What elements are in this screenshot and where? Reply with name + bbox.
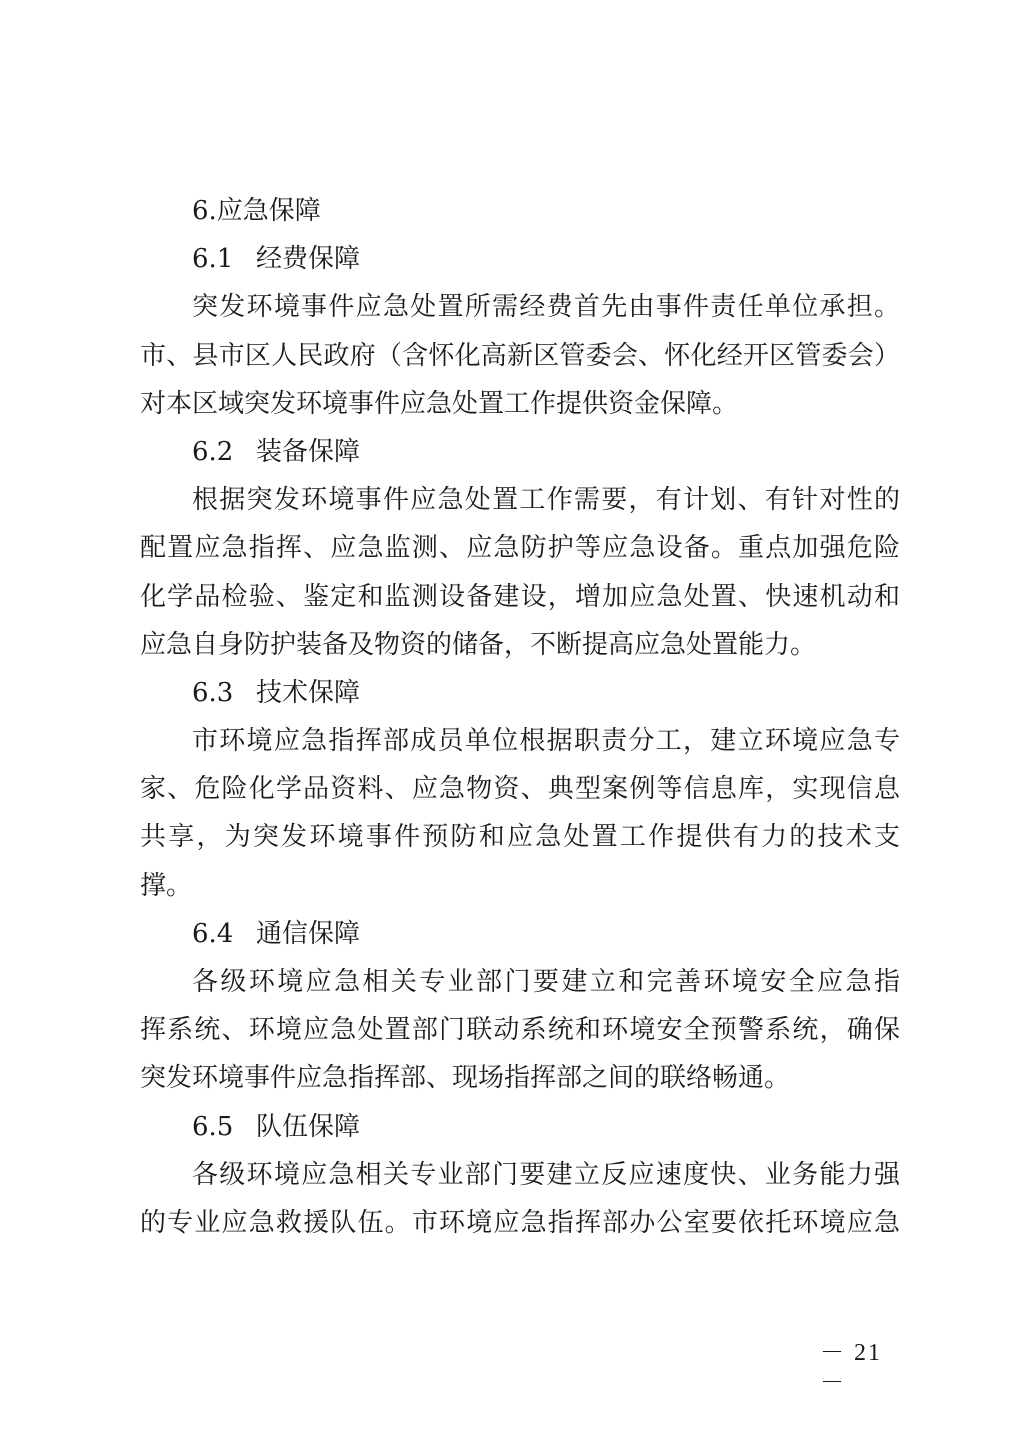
paragraph-line: 对本区域突发环境事件应急处置工作提供资金保障。 <box>140 388 739 419</box>
paragraph-line: 各级环境应急相关专业部门要建立和完善环境安全应急指 <box>192 967 900 997</box>
subsection-number: 6.4 <box>192 918 234 949</box>
subsection-title: 装备保障 <box>256 436 361 467</box>
paragraph-line: 各级环境应急相关专业部门要建立反应速度快、业务能力强 <box>192 1159 900 1190</box>
subsection-title: 通信保障 <box>256 918 361 949</box>
paragraph-line: 应急自身防护装备及物资的储备，不断提高应急处置能力。 <box>140 629 817 660</box>
paragraph-line: 市、县市区人民政府（含怀化高新区管委会、怀化经开区管委会） <box>140 340 900 371</box>
paragraph-line: 挥系统、环境应急处置部门联动系统和环境安全预警系统，确保 <box>140 1015 900 1046</box>
paragraph-line: 市环境应急指挥部成员单位根据职责分工，建立环境应急专 <box>192 726 900 757</box>
paragraph-line: 家、危险化学品资料、应急物资、典型案例等信息库，实现信息 <box>140 774 900 805</box>
page-number: － 21 － <box>820 1340 882 1396</box>
subsection-heading-6-4 <box>140 910 900 958</box>
subsection-title: 队伍保障 <box>256 1111 361 1142</box>
subsection-number: 6.2 <box>192 436 234 467</box>
paragraph-line: 共享，为突发环境事件预防和应急处置工作提供有力的技术支 <box>140 822 900 853</box>
subsection-heading-6-3 <box>140 669 900 717</box>
paragraph-line: 根据突发环境事件应急处置工作需要，有计划、有针对性的 <box>192 485 900 516</box>
subsection-heading-6-2 <box>140 428 900 476</box>
section-title: 6.应急保障 <box>192 196 321 226</box>
subsection-heading-6-5 <box>140 1103 900 1151</box>
subsection-number: 6.1 <box>192 244 234 275</box>
subsection-heading-6-1 <box>140 235 900 283</box>
subsection-title: 经费保障 <box>256 244 361 275</box>
paragraph-line: 突发环境事件应急处置所需经费首先由事件责任单位承担。 <box>192 292 900 323</box>
document-body <box>140 187 900 1247</box>
subsection-title: 技术保障 <box>256 677 361 708</box>
paragraph-line: 配置应急指挥、应急监测、应急防护等应急设备。重点加强危险 <box>140 533 900 564</box>
subsection-number: 6.5 <box>192 1111 234 1142</box>
paragraph-line: 化学品检验、鉴定和监测设备建设，增加应急处置、快速机动和 <box>140 581 900 612</box>
paragraph-line: 撑。 <box>140 870 193 901</box>
subsection-number: 6.3 <box>192 677 234 708</box>
paragraph-line: 的专业应急救援队伍。市环境应急指挥部办公室要依托环境应急 <box>140 1207 900 1238</box>
paragraph-line: 突发环境事件应急指挥部、现场指挥部之间的联络畅通。 <box>140 1063 791 1094</box>
